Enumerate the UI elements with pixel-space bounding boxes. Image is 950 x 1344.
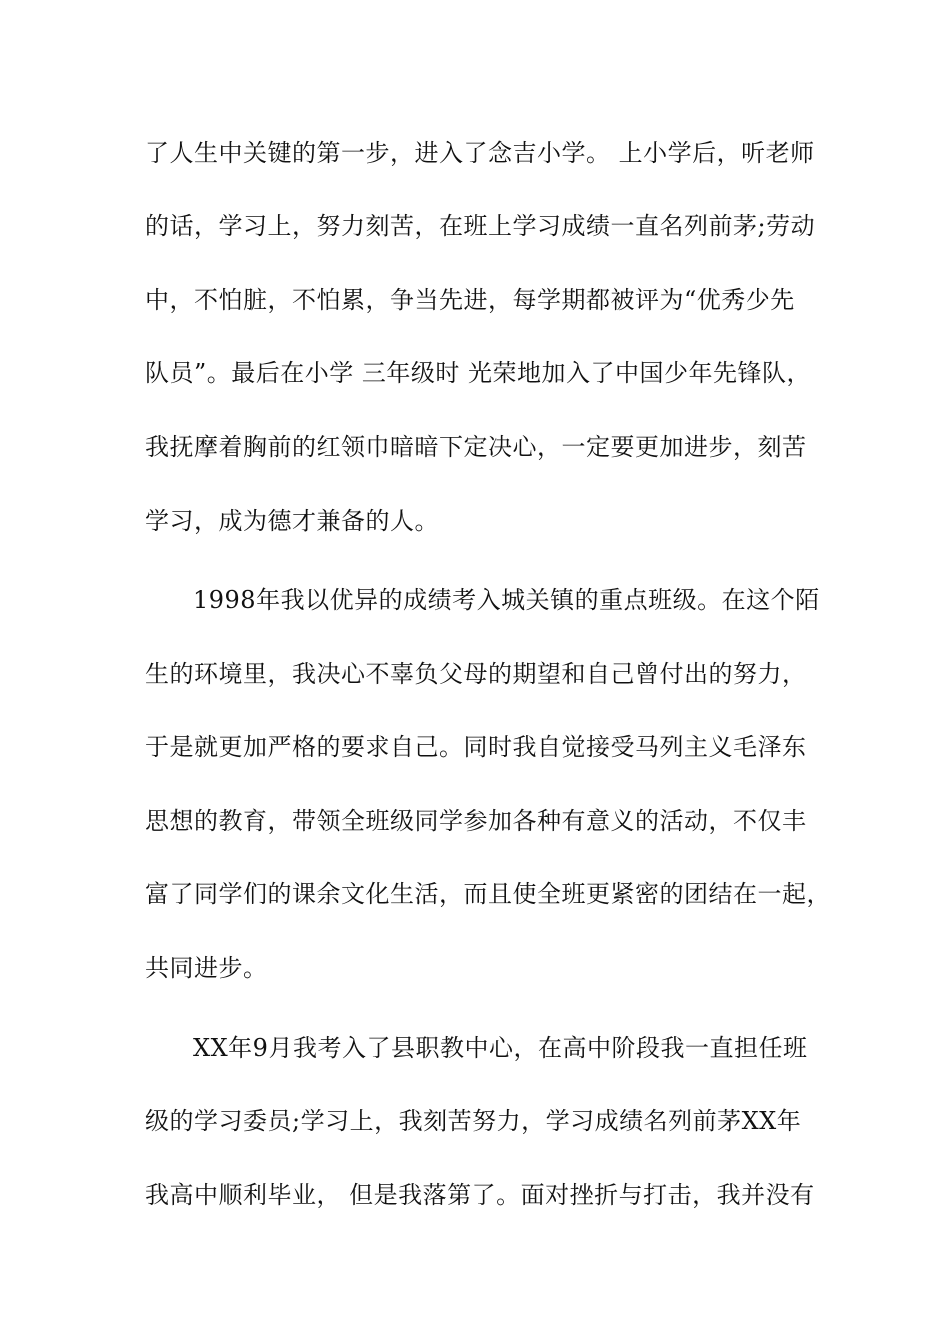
text-line: 级的学习委员;学习上，我刻苦努力，学习成绩名列前茅XX年 <box>145 1107 802 1135</box>
text-line: 生的环境里，我决心不辜负父母的期望和自己曾付出的努力， <box>145 660 807 688</box>
text-line: 了人生中关键的第一步，进入了念吉小学。 上小学后，听老师 <box>145 139 815 167</box>
text-line: 共同进步。 <box>145 954 268 982</box>
text-line: 中，不怕脏，不怕累，争当先进，每学期都被评为“优秀少先 <box>145 286 795 314</box>
text-line: 队员”。最后在小学 三年级时 光荣地加入了中国少年先锋队， <box>145 359 812 387</box>
text-line: 学习，成为德才兼备的人。 <box>145 507 439 535</box>
text-line: 我抚摩着胸前的红领巾暗暗下定决心，一定要更加进步，刻苦 <box>145 433 807 461</box>
text-line: 的话，学习上，努力刻苦，在班上学习成绩一直名列前茅;劳动 <box>145 212 816 240</box>
text-line: 富了同学们的课余文化生活，而且使全班更紧密的团结在一起， <box>145 880 831 908</box>
text-line: 于是就更加严格的要求自己。同时我自觉接受马列主义毛泽东 <box>145 733 807 761</box>
text-line: 1998年我以优异的成绩考入城关镇的重点班级。在这个陌 <box>193 586 820 614</box>
text-line: 思想的教育，带领全班级同学参加各种有意义的活动，不仅丰 <box>145 807 807 835</box>
text-line: 我高中顺利毕业， 但是我落第了。面对挫折与打击，我并没有 <box>145 1181 815 1209</box>
text-line: XX年9月我考入了县职教中心，在高中阶段我一直担任班 <box>193 1034 808 1062</box>
